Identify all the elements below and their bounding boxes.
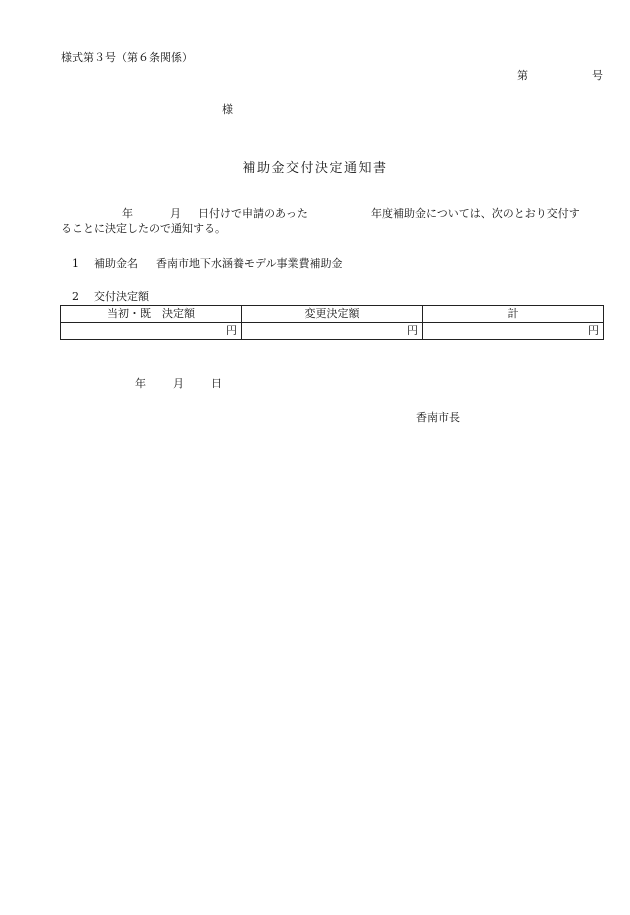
item-value: 香南市地下水涵養モデル事業費補助金	[156, 257, 343, 270]
total-amount-cell[interactable]: 円	[423, 323, 604, 340]
document-title: 補助金交付決定通知書	[242, 161, 388, 176]
body-line-2: ることに決定したので通知する。	[61, 222, 226, 235]
date-month: 月	[173, 377, 184, 390]
amount-table	[60, 305, 604, 340]
issuer-name: 香南市長	[416, 411, 460, 424]
table-header-row	[61, 306, 604, 323]
item-number: 1	[72, 257, 79, 270]
header-initial-amount: 当初・既 決定額	[61, 306, 242, 323]
body-date-suffix: 日付けで申請のあった	[198, 207, 308, 220]
document-number-prefix: 第	[517, 69, 528, 82]
table-row	[61, 323, 604, 340]
initial-amount-cell[interactable]: 円	[61, 323, 242, 340]
date-day: 日	[211, 377, 222, 390]
document-number-suffix: 号	[592, 69, 603, 82]
item-number: 2	[72, 290, 79, 303]
body-year: 年	[122, 207, 133, 220]
item-label: 補助金名	[94, 257, 138, 270]
item-label: 交付決定額	[94, 290, 149, 303]
changed-amount-cell[interactable]: 円	[242, 323, 423, 340]
form-label: 様式第３号（第６条関係）	[61, 51, 193, 64]
body-fiscal-year-text: 年度補助金については、次のとおり交付す	[371, 207, 580, 220]
body-month: 月	[170, 207, 181, 220]
date-year: 年	[135, 377, 146, 390]
recipient-honorific: 様	[222, 103, 233, 116]
header-total: 計	[423, 306, 604, 323]
header-changed-amount: 変更決定額	[242, 306, 423, 323]
